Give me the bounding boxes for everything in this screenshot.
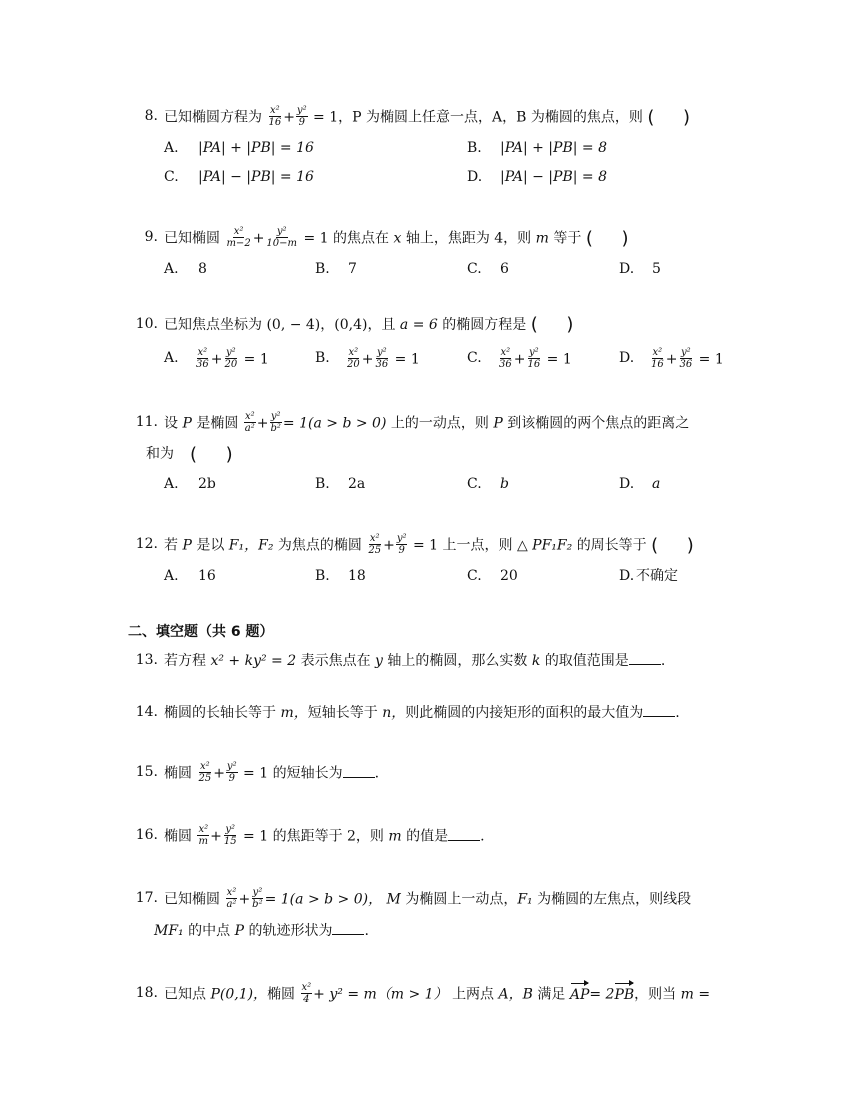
question-text: 的短轴长为 (272, 765, 343, 782)
variable: P (493, 415, 503, 432)
question-number: 12. (135, 536, 158, 552)
question-text: 的焦距等于 2，则 (272, 828, 384, 845)
answer-blank[interactable] (629, 650, 661, 665)
option-value: |PA| − |PB| = 16 (198, 169, 314, 185)
option-value: 16 (198, 568, 216, 584)
question-text: 满足 (537, 986, 566, 1003)
answer-bracket: ( ) (647, 106, 690, 128)
option-label: B. (315, 476, 330, 492)
variable: n， (382, 705, 406, 721)
question-text: 若 (164, 537, 178, 554)
condition: （m > 1） (376, 986, 448, 1003)
option-value: 20 (500, 568, 518, 584)
variable: M (386, 891, 401, 908)
option-label: B. (315, 350, 330, 366)
variable: m， (280, 705, 308, 721)
question-number: 9. (144, 229, 158, 245)
equation: = 1 (303, 230, 329, 247)
option-label: D. (619, 476, 635, 492)
question-text: 且 (381, 317, 396, 333)
question-number: 11. (135, 414, 158, 430)
section-heading: 二、填空题（共 6 题） (128, 624, 274, 640)
question-text: 若方程 (164, 653, 206, 669)
coordinates: (0, − 4)，(0,4)， (266, 317, 382, 333)
variable: P (234, 923, 244, 939)
question-text: ，则当 (634, 986, 677, 1003)
option-label: A. (164, 350, 179, 366)
question-text: 已知点 (164, 986, 206, 1003)
question-text: 椭圆的长轴长等于 (164, 705, 276, 721)
question-text: 的焦点在 (333, 230, 390, 247)
question-text: 轴上的椭圆，那么实数 (387, 653, 528, 669)
question-text: 的轨迹形状为 (248, 923, 333, 939)
variable: x (393, 230, 402, 247)
segment: MF₁ (154, 923, 184, 939)
answer-bracket: ( ) (651, 534, 694, 556)
option-label: C. (467, 350, 482, 366)
question-text: 椭圆 (267, 986, 296, 1003)
question-number: 10. (135, 316, 158, 332)
fraction: $\frac{\text{x²}}{m-2}$ (226, 226, 251, 249)
question-text: 的取值范围是 (544, 653, 629, 669)
question-text: 是椭圆 (196, 415, 239, 432)
option-value: 6 (500, 261, 509, 277)
question-number: 18. (135, 985, 158, 1001)
fraction: $\frac{\text{y²}}{\text{b²}}$ (252, 887, 263, 910)
option-label: B. (315, 261, 330, 277)
answer-bracket: ( ) (530, 314, 574, 335)
fraction: $\frac{\text{y²}}{9}$ (226, 761, 237, 784)
fraction: $\frac{\text{y²}}{15}$ (223, 824, 237, 847)
question-number: 13. (135, 652, 158, 668)
question-text: 为椭圆的左焦点，则线段 (537, 891, 692, 908)
option-label: A. (164, 140, 179, 156)
fraction: $\frac{\text{y²}}{\text{b²}}$ (270, 411, 281, 434)
variable: m (535, 230, 549, 247)
question-text: 为焦点的椭圆 (277, 537, 362, 554)
fraction: $\frac{\text{x²}}{\text{a²}}$ (244, 411, 255, 434)
option-label: D. (619, 350, 635, 366)
option-value: |PA| + |PB| = 8 (500, 140, 607, 156)
variable: k (531, 653, 541, 669)
equation: x² + ky² = 2 (210, 653, 297, 669)
option-label: C. (467, 568, 482, 584)
equation: = 1 (412, 537, 439, 554)
answer-bracket: ( ) (190, 444, 233, 465)
option-value: 7 (348, 261, 357, 277)
option-label: D. (619, 261, 635, 277)
question-text: 是以 (196, 537, 225, 554)
question-text: 上两点 (452, 986, 495, 1003)
question-text: 轴上，焦距为 4，则 (405, 230, 532, 247)
fraction: $\frac{\text{x²}}{\text{a²}}$ (226, 887, 237, 910)
triangle: △ PF₁F₂ (516, 537, 573, 554)
answer-blank[interactable] (332, 920, 364, 935)
fraction: $\frac{\text{x²}}{m}$ (198, 824, 209, 847)
vector-pb: PB (614, 986, 635, 1003)
option-label: B. (467, 140, 482, 156)
option-value: $\frac{\text{x²}}{36}$ + $\frac{\text{y²}}{16}$ = 1 (499, 347, 572, 370)
option-label: C. (467, 261, 482, 277)
option-label: A. (164, 261, 179, 277)
question-text: 椭圆 (164, 765, 192, 782)
question-text: 的周长等于 (576, 537, 647, 554)
question-number: 16. (135, 827, 158, 843)
question-text: 的值是 (406, 828, 449, 845)
question-number: 14. (135, 704, 158, 720)
question-text: 短轴长等于 (307, 705, 378, 721)
option-label: D. (619, 568, 635, 584)
question-text: 等于 (553, 230, 582, 247)
equation: = 1 (243, 765, 269, 782)
option-value: 2b (198, 476, 216, 492)
question-text: 椭圆 (164, 828, 192, 845)
answer-blank[interactable] (643, 702, 675, 717)
condition: = 1(a > b > 0)， (264, 891, 383, 908)
option-value: 不确定 (636, 568, 678, 584)
equation: a = 6 (399, 317, 438, 333)
option-label: A. (164, 476, 179, 492)
fraction: $\frac{\text{x²}}{25}$ (368, 533, 382, 556)
option-label: D. (467, 169, 483, 185)
option-value: 8 (198, 261, 207, 277)
question-text: 上的一动点，则 (390, 415, 489, 432)
equation: + y² = m (313, 986, 377, 1003)
fraction: $\frac{\text{x²}}{25}$ (198, 761, 212, 784)
option-label: A. (164, 568, 179, 584)
variable: P (182, 415, 192, 432)
question-text: 上一点，则 (442, 537, 513, 554)
question-text: 的中点 (188, 923, 231, 939)
option-value: |PA| + |PB| = 16 (198, 140, 314, 156)
option-value: $\frac{\text{x²}}{16}$ + $\frac{\text{y²}}{36}$ = 1 (651, 347, 724, 370)
answer-blank[interactable] (448, 826, 480, 841)
option-value: $\frac{\text{x²}}{20}$ + $\frac{\text{y²}}{36}$ = 1 (347, 347, 420, 370)
fraction: $\frac{\text{y²}}{9}$ (296, 105, 307, 128)
question-text: 和为 (146, 446, 174, 462)
fraction: $\frac{\text{x²}}{4}$ (301, 982, 312, 1005)
question-number: 17. (135, 890, 158, 906)
question-text: 已知椭圆 (164, 891, 220, 908)
question-number: 8. (144, 108, 158, 124)
equation: m = (680, 986, 711, 1003)
equation: = 1 (313, 109, 339, 126)
option-value: 18 (348, 568, 366, 584)
option-value: $\frac{\text{x²}}{36}$ + $\frac{\text{y²}}{20}$ = 1 (196, 347, 269, 370)
condition: = 1(a > b > 0) (282, 415, 387, 432)
variable: P (182, 537, 192, 554)
question-number: 15. (135, 764, 158, 780)
option-label: C. (467, 476, 482, 492)
question-text: 已知椭圆方程为 (164, 109, 262, 126)
option-value: 5 (652, 261, 661, 277)
option-value: b (500, 476, 509, 492)
answer-bracket: ( ) (585, 227, 629, 249)
equation: = 2 (589, 986, 615, 1003)
question-text: 的椭圆方程是 (442, 317, 527, 333)
fraction: $\frac{\text{y²}}{9}$ (396, 533, 407, 556)
variable: F₁ (517, 891, 533, 908)
points: A，B (498, 986, 533, 1003)
equation: = 1 (243, 828, 269, 845)
foci: F₁，F₂ (228, 537, 274, 554)
point: P(0,1)， (210, 986, 268, 1003)
question-text: ，P 为椭圆上任意一点，A，B 为椭圆的焦点，则 (338, 109, 643, 126)
option-value: |PA| − |PB| = 8 (500, 169, 607, 185)
fraction: $\frac{\text{x²}}{16}$ (268, 105, 282, 128)
option-label: C. (164, 169, 179, 185)
question-text: 为椭圆上一动点， (405, 891, 518, 908)
question-text: 则此椭圆的内接矩形的面积的最大值为 (405, 705, 644, 721)
variable: y (375, 653, 383, 669)
question-text: 已知焦点坐标为 (164, 317, 262, 333)
question-text: 已知椭圆 (164, 230, 220, 247)
variable: m (388, 828, 402, 845)
option-label: B. (315, 568, 330, 584)
question-text: 表示焦点在 (300, 653, 371, 669)
answer-blank[interactable] (343, 763, 375, 778)
option-value: 2a (348, 476, 366, 492)
question-text: 到该椭圆的两个焦点的距离之 (507, 415, 690, 432)
option-value: a (652, 476, 661, 492)
fraction: $\frac{\text{y²}}{10-m}$ (266, 226, 298, 249)
vector-ap: AP (569, 986, 590, 1003)
question-text: 设 (164, 415, 178, 432)
